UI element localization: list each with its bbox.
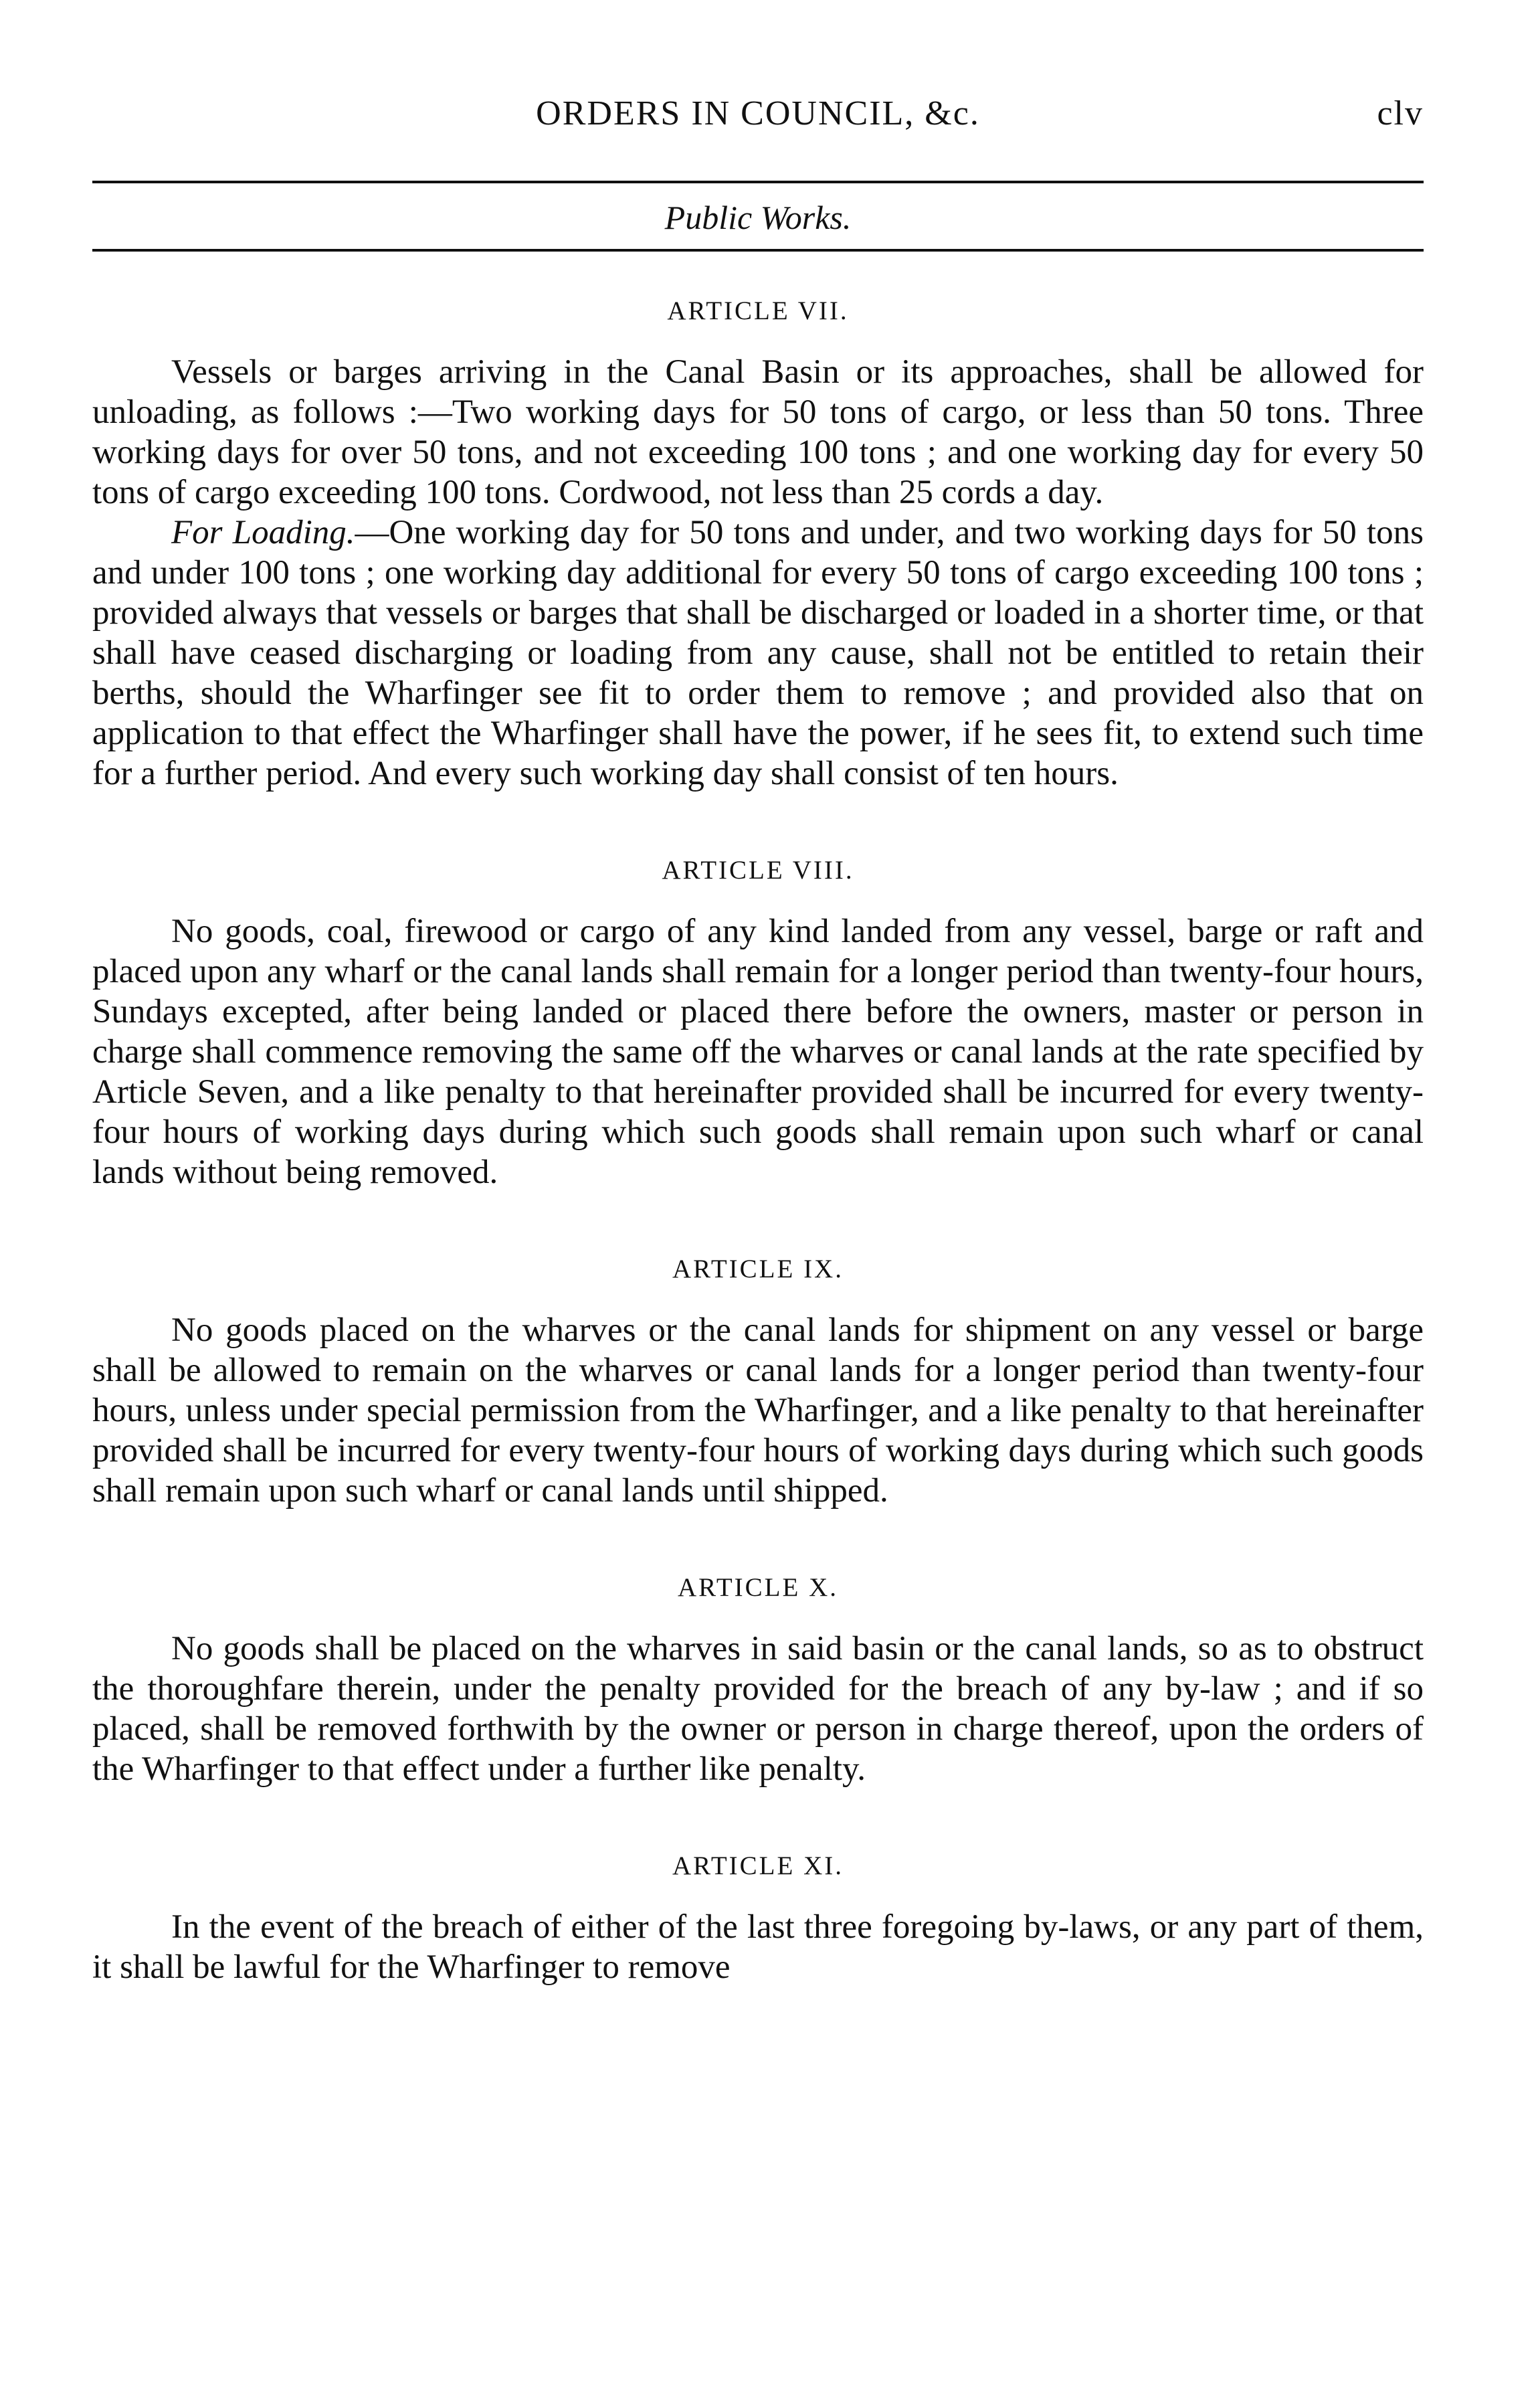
article-heading: ARTICLE VII. (667, 296, 849, 325)
article-paragraph (92, 911, 1424, 1192)
section-rule (92, 249, 1424, 252)
paragraph-text: No goods placed on the wharves or the canal lands for shipment on any vessel or barge shall be allowed to remain on the wharves or canal lands for a longer period than twenty-four hours, unless under special permission from the Wharfinger, and a like penalty to that hereinafter provided shall be incurred for every twenty-four hours of working days during which such goods shall remain upon such wharf or canal lands until shipped. (92, 1311, 1424, 1509)
article-paragraph (92, 1310, 1424, 1511)
article-paragraph (92, 1629, 1424, 1789)
paragraph-text: Vessels or barges arriving in the Canal Basin or its approaches, shall be allowed for unloading, as follows :—Two working days for 50 tons of cargo, or less than 50 tons. Three working days for over 50 tons, and not exceeding 100 tons ; and one working day for every 50 tons of cargo exceeding 100 tons. Cordwood, not less than 25 cords a day. (92, 353, 1424, 511)
article-10 (92, 1571, 1424, 1789)
article-7 (92, 294, 1424, 794)
article-paragraph (92, 352, 1424, 513)
top-rule (92, 181, 1424, 183)
article-8 (92, 854, 1424, 1192)
article-9 (92, 1253, 1424, 1511)
paragraph-text: No goods, coal, firewood or cargo of any kind landed from any vessel, barge or raft and placed upon any wharf or the canal lands shall remain for a longer period than twenty-four hours, Sundays excepted, after being landed or placed there before the owners, master or person in charge shall commence removing the same off the wharves or canal lands at the rate specified by Article Seven, and a like penalty to that hereinafter provided shall be incurred for every twenty-four hours of working days during which such goods shall remain upon such wharf or canal lands without being removed. (92, 913, 1424, 1191)
paragraph-text: In the event of the breach of either of the last three foregoing by-laws, or any part of them, it shall be lawful for the Wharfinger to remove (92, 1908, 1424, 1986)
body-text (92, 294, 1424, 2047)
paragraph-text: —One working day for 50 tons and under, and two working days for 50 tons and under 100 tons ; one working day additional for every 50 tons of cargo exceeding 100 tons ; provided always that vessels or barges that shall be discharged or loaded in a shorter time, or that shall have ceased discharging or loading from any cause, shall not be entitled to retain their berths, should the Wharfinger see fit to order them to remove ; and provided also that on application to that effect the Wharfinger shall have the power, if he sees fit, to extend such time for a further period. And every such working day shall consist of ten hours. (92, 514, 1424, 792)
article-heading: ARTICLE X. (678, 1573, 838, 1602)
article-paragraph (92, 1907, 1424, 1987)
page-number: clv (1377, 94, 1424, 132)
article-heading: ARTICLE IX. (672, 1255, 844, 1283)
article-paragraph (92, 513, 1424, 794)
running-head (92, 94, 1424, 141)
article-heading: ARTICLE VIII. (662, 856, 854, 885)
paragraph-lead-in: For Loading. (171, 514, 355, 551)
article-heading: ARTICLE XI. (672, 1851, 844, 1880)
article-11 (92, 1849, 1424, 1987)
paragraph-text: No goods shall be placed on the wharves in said basin or the canal lands, so as to obstruct the thoroughfare therein, under the penalty provided for the breach of any by-law ; and if so placed, shall be removed forthwith by the owner or person in charge thereof, upon the orders of the Wharfinger to that effect under a further like penalty. (92, 1630, 1424, 1788)
section-heading: Public Works. (664, 199, 852, 236)
running-title: ORDERS IN COUNCIL, &c. (536, 94, 980, 132)
